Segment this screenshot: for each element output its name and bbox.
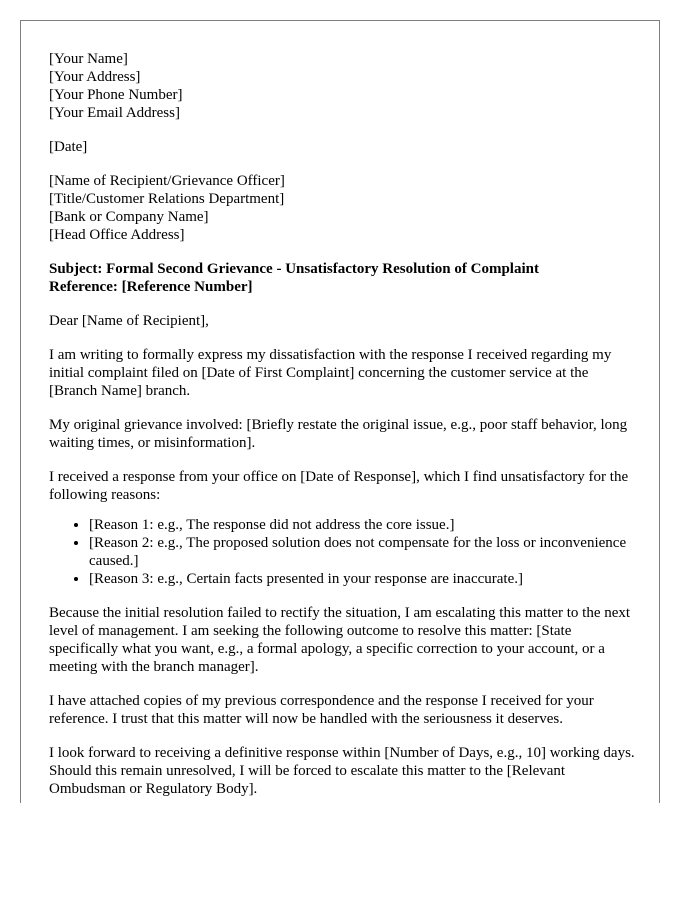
date-block [49,138,639,156]
list-item: • [Reason 1: e.g., The response did not address the core issue.] [89,516,639,534]
subject-line: Subject: Formal Second Grievance - Unsatisfactory Resolution of Complaint [49,261,539,277]
reference-line: Reference: [Reference Number] [49,279,253,295]
sender-phone: [Your Phone Number] [49,87,183,103]
letter-date: [Date] [49,139,88,155]
sender-address: [Your Address] [49,69,141,85]
letter-page [20,20,660,803]
paragraph-response-reasons: I received a response from your office on [Date of Response], which I find unsatisfactory for the following reasons: [49,469,629,503]
recipient-block [49,172,639,244]
letter-content [49,50,639,803]
paragraph-attachments: I have attached copies of my previous correspondence and the response I received for your reference. I trust that this matter will now be handled with the seriousness it deserves. [49,693,594,727]
sender-block [49,50,639,122]
subject-block [49,260,639,296]
recipient-company: [Bank or Company Name] [49,209,209,225]
sender-name: [Your Name] [49,51,128,67]
list-item: • [Reason 3: e.g., Certain facts presented in your response are inaccurate.] [89,570,639,588]
recipient-title: [Title/Customer Relations Department] [49,191,285,207]
sender-email: [Your Email Address] [49,105,180,121]
recipient-address: [Head Office Address] [49,227,185,243]
recipient-name: [Name of Recipient/Grievance Officer] [49,173,285,189]
paragraph-escalation: Because the initial resolution failed to rectify the situation, I am escalating this matter to the next level of management. I am seeking the following outcome to resolve this matter: [State specifically what you want, e.g., a formal apology, a specific correction to your account, or a meeting with the branch manager]. [49,605,631,675]
paragraph-intro: I am writing to formally express my dissatisfaction with the response I received regarding my initial complaint filed on [Date of First Complaint] concerning the customer service at the [Branch Name] branch. [49,347,612,399]
paragraph-deadline: I look forward to receiving a definitive response within [Number of Days, e.g., 10] working days. Should this remain unresolved, I will be forced to escalate this matter to the [Relevant Ombudsman or Regulatory Body]. [49,745,635,797]
salutation: Dear [Name of Recipient], [49,313,209,329]
paragraph-original-grievance: My original grievance involved: [Briefly restate the original issue, e.g., poor staff behavior, long waiting times, or misinformation]. [49,417,628,451]
list-item: • [Reason 2: e.g., The proposed solution does not compensate for the loss or inconvenience caused.] [89,534,639,570]
reasons-list [49,516,639,588]
